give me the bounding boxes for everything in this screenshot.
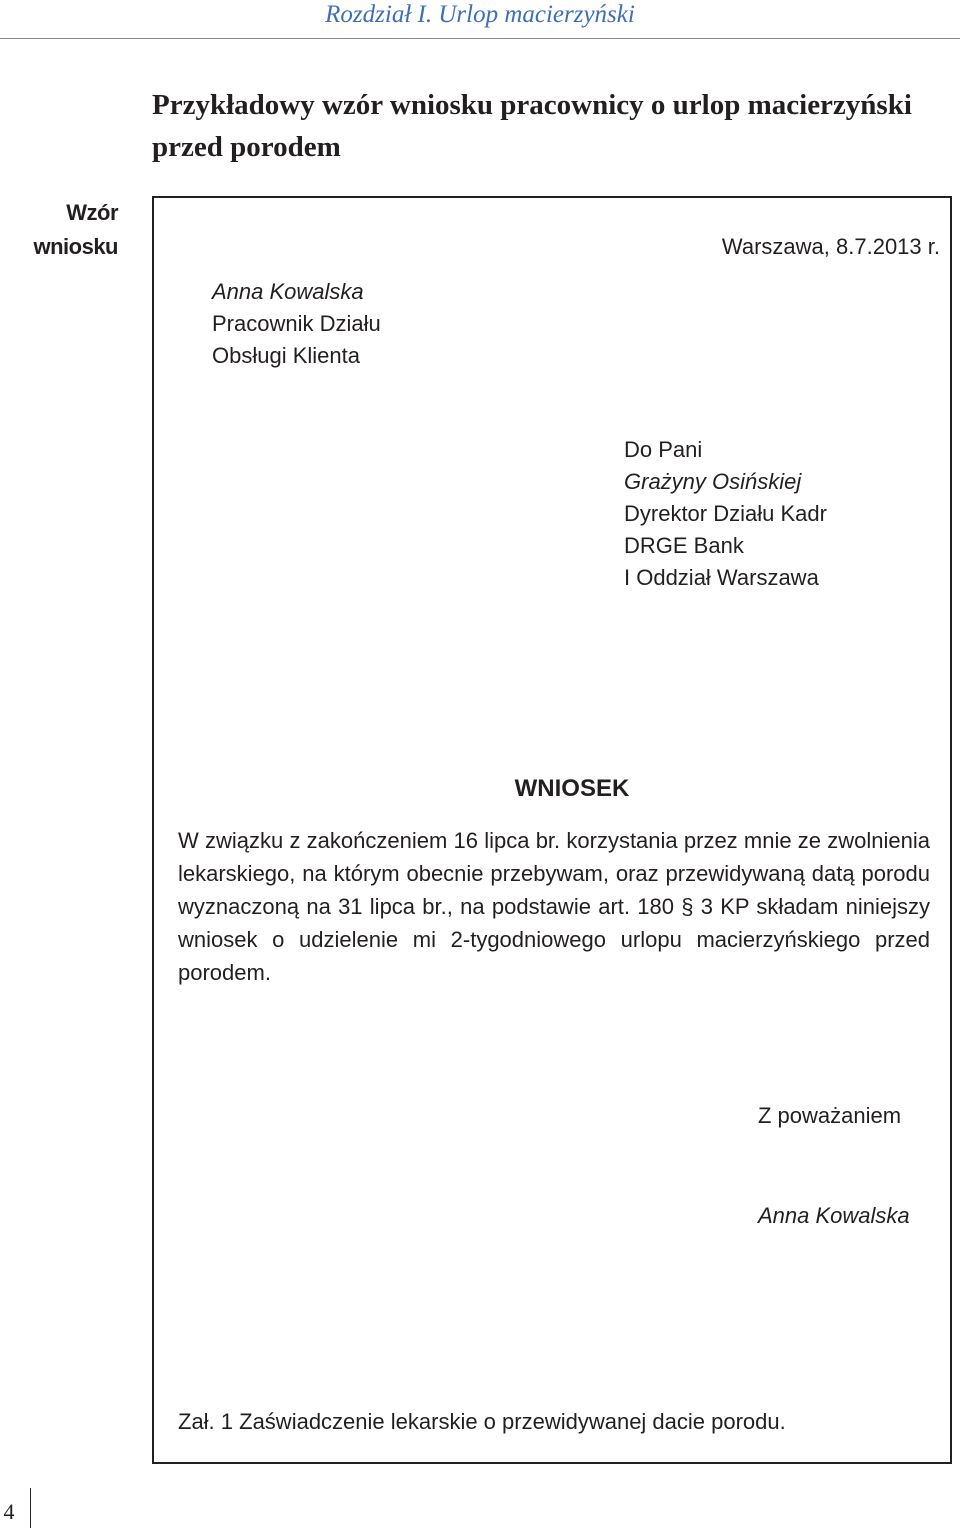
recipient-position: Dyrektor Działu Kadr: [624, 501, 827, 526]
recipient-company: DRGE Bank: [624, 533, 744, 558]
header-rule: [0, 38, 960, 39]
section-title: Przykładowy wzór wniosku pracownicy o urlop macierzyński przed porodem: [152, 89, 912, 163]
document-title: WNIOSEK: [514, 775, 630, 802]
recipient-branch: I Oddział Warszawa: [624, 565, 819, 590]
page-edge-rule: [30, 1488, 31, 1528]
recipient-name: Grażyny Osińskiej: [624, 469, 802, 494]
recipient-salutation: Do Pani: [624, 437, 703, 462]
closing-phrase: Z poważaniem: [758, 1103, 902, 1128]
date-place: Warszawa, 8.7.2013 r.: [721, 234, 940, 259]
sender-block: [212, 276, 381, 372]
sender-position-line-1: Pracownik Działu: [212, 311, 381, 336]
sender-position-line-2: Obsługi Klienta: [212, 343, 360, 368]
margin-label-line-1: Wzór: [66, 200, 118, 225]
recipient-block: [624, 434, 827, 594]
page-number: 4: [3, 1499, 15, 1524]
running-header: Rozdział I. Urlop macierzyński: [325, 1, 635, 28]
request-body: W związku z zakończeniem 16 lipca br. korzystania przez mnie ze zwolnienia lekarskiego, na którym obecnie przebywam, oraz przewidywaną datą porodu wyznaczoną na 31 lipca br., na podstawie art. 180 § 3 KP składam niniejszy wniosek o udzielenie mi 2-tygodniowego urlopu macierzyńskiego przed porodem.: [178, 828, 930, 985]
request-form-box: [152, 196, 952, 1464]
margin-label-line-2: wniosku: [33, 234, 118, 259]
margin-label: [0, 196, 118, 264]
sender-name: Anna Kowalska: [212, 279, 364, 304]
attachment-note: Zał. 1 Zaświadczenie lekarskie o przewidywanej dacie porodu.: [178, 1409, 786, 1434]
signature-name: Anna Kowalska: [758, 1203, 910, 1228]
